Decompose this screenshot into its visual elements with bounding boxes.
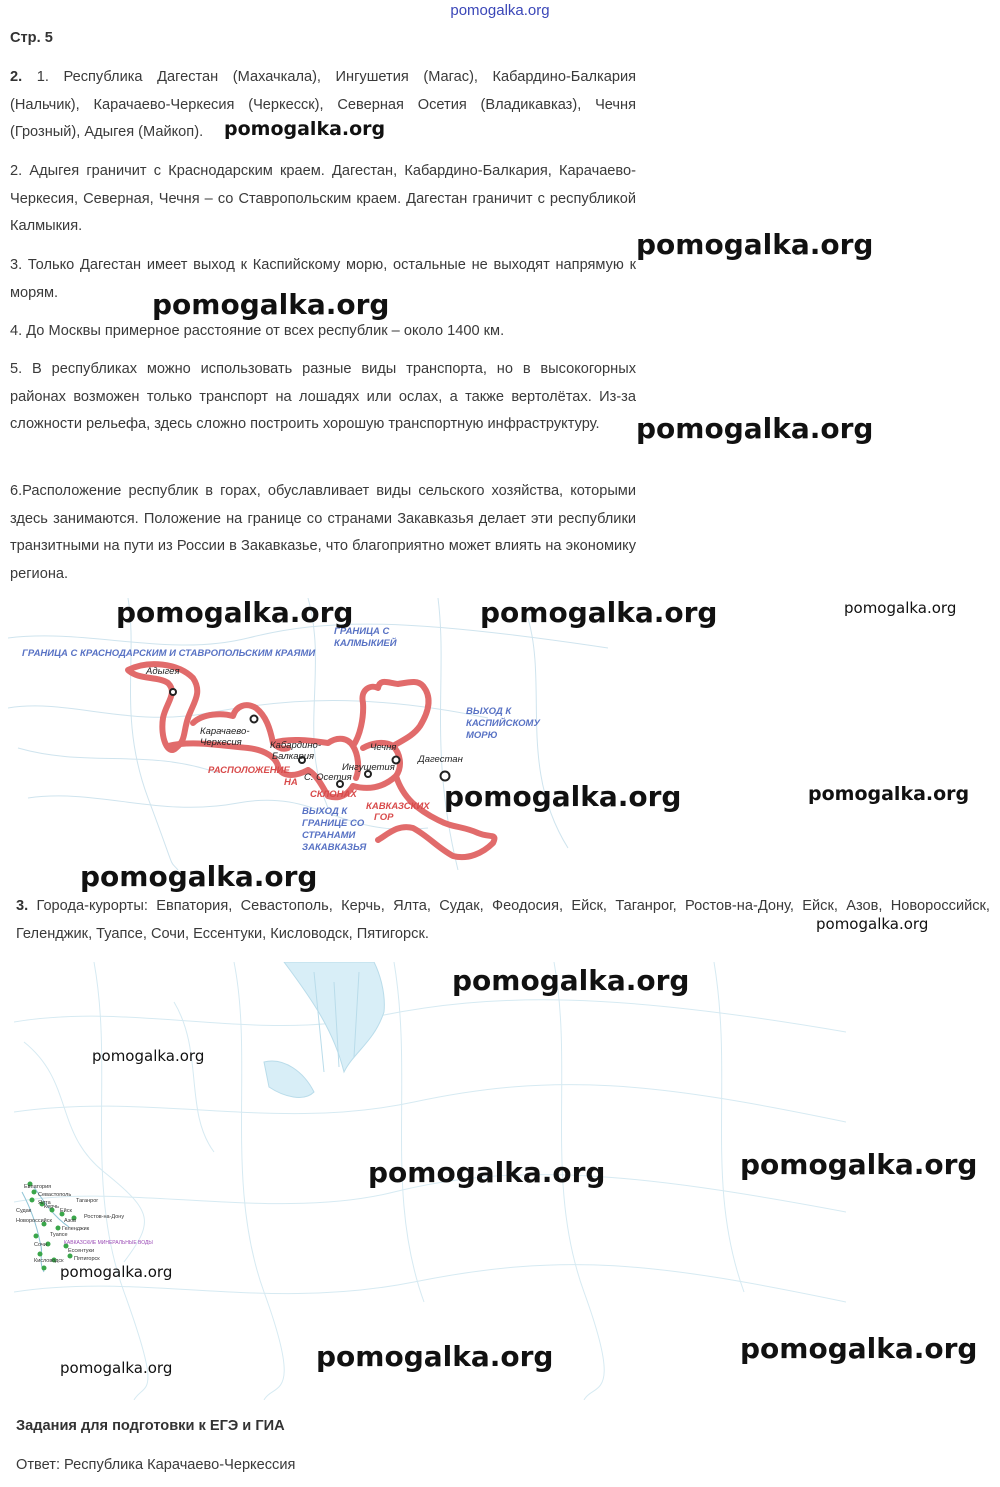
task2-item-4: 4. До Москвы примерное расстояние от всех республик – около 1400 км. [10,323,505,339]
exam-heading: Задания для подготовки к ЕГЭ и ГИА [16,1418,285,1434]
page-label: Стр. 5 [10,30,53,46]
task2-number: 2. [10,69,23,85]
map2-city-label: Пятигорск [74,1256,100,1262]
task2-item-3: 3. Только Дагестан имеет выход к Каспийскому морю, остальные не выходят напрямую к морям. [10,257,636,301]
map2-city-label: Геленджик [62,1226,90,1232]
watermark: pomogalka.org [480,596,718,629]
map2-city-label: Новороссийск [16,1218,52,1224]
task2-item-2: 2. Адыгея граничит с Краснодарским краем. Дагестан, Кабардино-Балкария, Карачаево-Черкесия, Северная, Чечня – со Ставропольским краем. Дагестан граничит с республикой Калмыкия. [10,163,636,235]
task2-item-6: 6.Расположение республик в горах, обуславливает виды сельского хозяйства, которыми здесь занимаются. Положение на границе со странами Закавказья делает эти республики транзитными на пути из России в Закавказье, что благоприятно может влиять на экономику региона. [10,483,636,582]
site-header[interactable]: pomogalka.org [450,2,550,19]
label-dagestan: Дагестан [418,754,463,765]
watermark: pomogalka.org [224,118,386,140]
watermark: pomogalka.org [80,860,318,893]
watermark: pomogalka.org [740,1148,978,1181]
map2-city-label: Севастополь [38,1192,72,1198]
map2-city-label: Ростов-на-Дону [84,1214,125,1220]
task3-text: Города-курорты: Евпатория, Севастополь, Керчь, Ялта, Судак, Феодосия, Ейск, Таганрог, Ростов-на-Дону, Ейск, Азов, Новороссийск, Геленджик, Туапсе, Сочи, Ессентуки, Кисловодск, Пятигорск. [16,898,990,942]
watermark: pomogalka.org [368,1156,606,1189]
map2-region-label: КАВКАЗСКИЕ МИНЕРАЛЬНЫЕ ВОДЫ [64,1240,153,1246]
watermark: pomogalka.org [316,1340,554,1373]
watermark: pomogalka.org [816,915,929,933]
map2-city-label: Таганрог [76,1198,99,1204]
watermark: pomogalka.org [452,964,690,997]
label-caspian: ВЫХОД К КАСПИЙСКОМУ МОРЮ [466,706,540,741]
watermark: pomogalka.org [636,228,874,261]
map2-city-label: Кисловодск [34,1258,64,1264]
task2-item-1-text: 1. Республика Дагестан (Махачкала), Ингушетия (Магас), Кабардино-Балкария (Нальчик), Карачаево-Черкесия (Черкесск), Северная Осетия (Владикавказ), Чечня (Грозный), Адыгея (Майкоп). [10,69,637,141]
label-chechnya: Чечня [370,742,397,753]
map2-city-label: Азов [64,1218,77,1224]
watermark: pomogalka.org [636,412,874,445]
label-border-kalmykia: ГРАНИЦА С КАЛМЫКИЕЙ [334,626,397,649]
label-ingushetia: Ингушетия [342,762,395,773]
watermark: pomogalka.org [844,599,957,617]
label-kbr: Кабардино- Балкария [270,740,322,762]
label-zakavkazye: ВЫХОД К ГРАНИЦЕ СО СТРАНАМИ ЗАКАВКАЗЬЯ [302,806,367,853]
watermark: pomogalka.org [444,780,682,813]
caucasus-republics-map [8,598,608,870]
label-ossetia: С. Осетия [304,772,352,783]
map2-city-label: Судак [16,1208,32,1214]
watermark: pomogalka.org [60,1263,173,1281]
map2-city-label: Ялта [38,1200,51,1206]
label-border-krai: ГРАНИЦА С КРАСНОДАРСКИМ И СТАВРОПОЛЬСКИМ КРАЯМИ [22,648,316,659]
watermark: pomogalka.org [60,1359,173,1377]
watermark: pomogalka.org [152,288,390,321]
map2-city-label: Евпатория [24,1184,52,1190]
map2-city-label: Сочи [34,1242,47,1248]
watermark: pomogalka.org [740,1332,978,1365]
label-kchr: Карачаево- Черкесия [200,726,250,748]
exam-answer: Ответ: Республика Карачаево-Черкессия [16,1457,296,1473]
label-adygea: Адыгея [146,666,180,677]
watermark: pomogalka.org [116,596,354,629]
watermark: pomogalka.org [92,1047,205,1065]
task3-number: 3. [16,898,29,914]
map2-city-label: Керчь [44,1204,59,1210]
label-slopes: РАСПОЛОЖЕНИЕ НА СКЛОНАХ КАВКАЗСКИХ ГОР [208,765,430,823]
task2-item-5: 5. В республиках можно использовать разные виды транспорта, но в высокогорных районах возможен только транспорт на лошадях или ослах, а также вертолётах. Из-за сложности рельефа, здесь сложно построить хорошую транспортную инфраструктуру. [10,361,636,433]
map2-city-label: Ессентуки [68,1248,95,1254]
map2-city-label: Туапсе [50,1232,68,1238]
map2-city-label: Ейск [60,1208,72,1214]
watermark: pomogalka.org [808,783,970,805]
